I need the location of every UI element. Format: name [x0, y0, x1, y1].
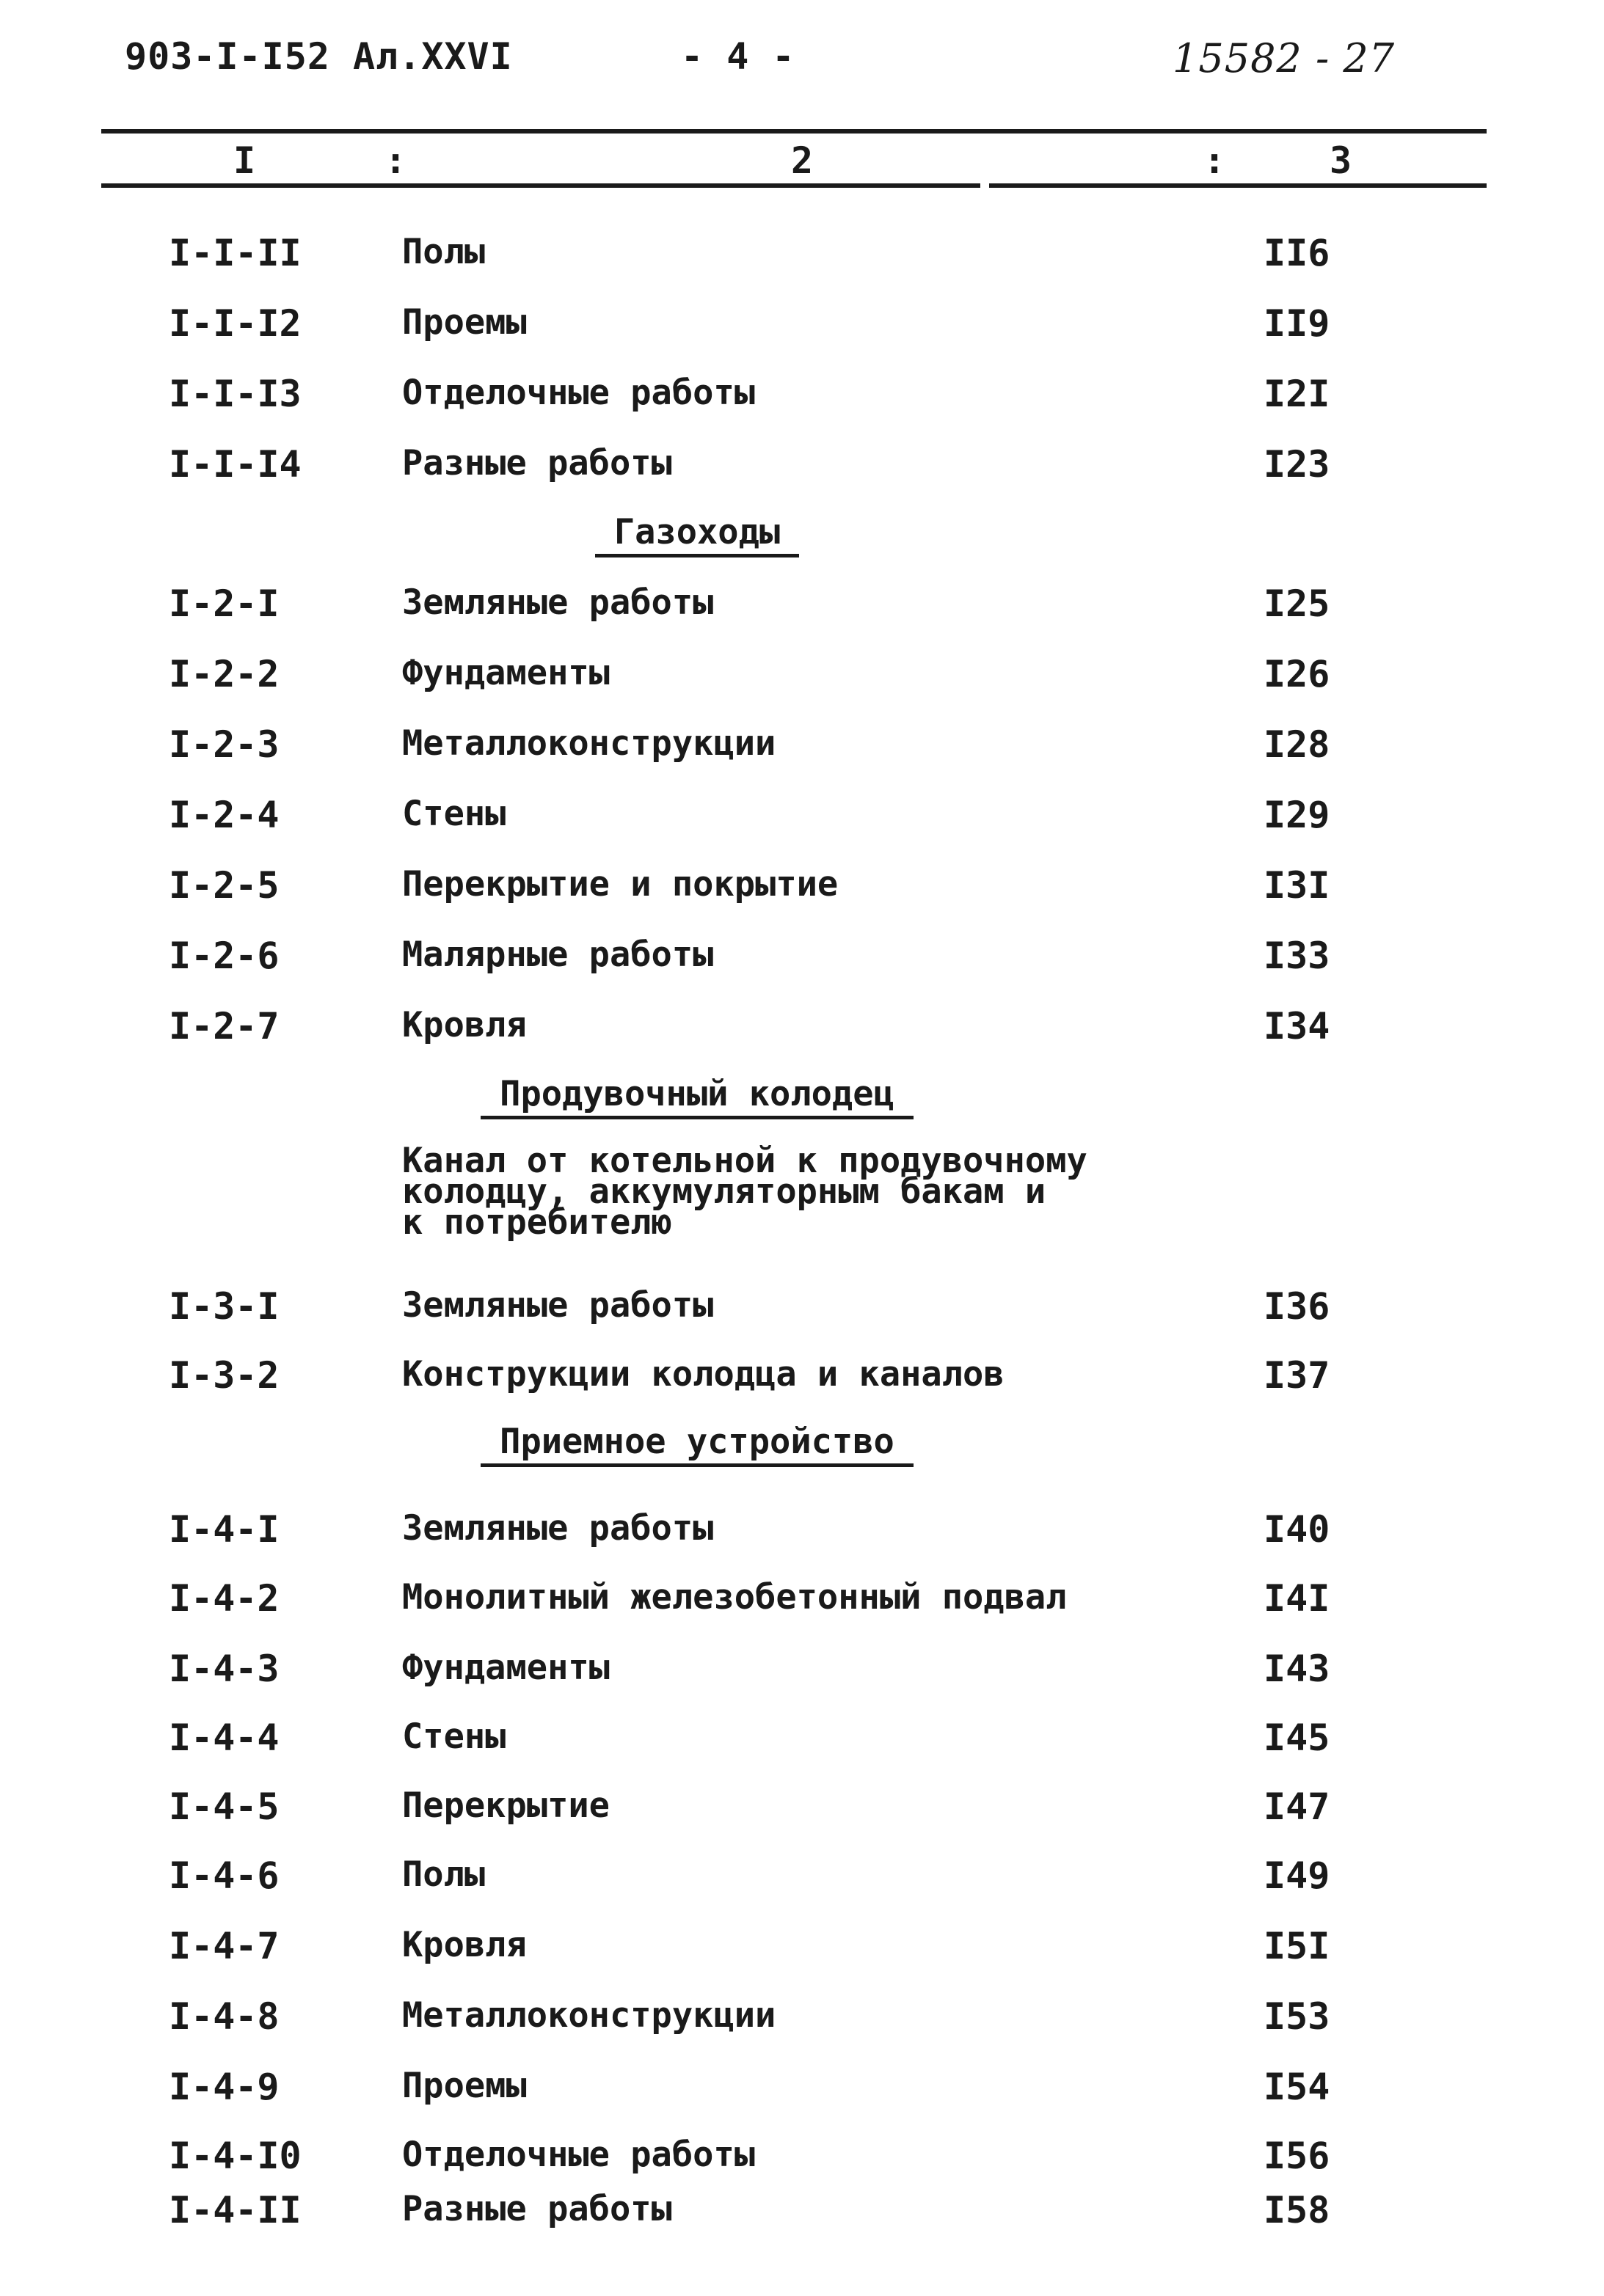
row-title: Разные работы: [402, 443, 672, 483]
page-number: - 4 -: [681, 35, 795, 78]
table-row: [0, 1354, 1604, 1398]
row-page: I2I: [1264, 373, 1330, 415]
table-row: [0, 935, 1604, 979]
row-page: I45: [1264, 1716, 1330, 1759]
row-code: I-3-I: [169, 1285, 280, 1328]
row-title: Проемы: [402, 302, 527, 343]
row-title: Отделочные работы: [402, 2135, 756, 2175]
row-code: I-2-3: [169, 723, 280, 766]
table-row: [0, 653, 1604, 697]
row-page: I4I: [1264, 1577, 1330, 1620]
row-page: I28: [1264, 723, 1330, 766]
row-title: Земляные работы: [402, 1508, 714, 1549]
row-code: I-2-7: [169, 1005, 280, 1048]
row-title: Разные работы: [402, 2189, 672, 2229]
table-row: [0, 373, 1604, 417]
section-note: [402, 1141, 1087, 1243]
table-header-rule-right: [989, 183, 1487, 188]
row-code: I-4-4: [169, 1716, 280, 1759]
table-row: [0, 2066, 1604, 2110]
note-line: колодцу, аккумуляторным бакам и: [402, 1171, 1046, 1212]
row-code: I-4-3: [169, 1648, 280, 1690]
row-code: I-I-I3: [169, 373, 302, 415]
row-page: I56: [1264, 2135, 1330, 2177]
row-page: I37: [1264, 1354, 1330, 1397]
table-row: [0, 794, 1604, 838]
table-row: [0, 1285, 1604, 1329]
row-title: Полы: [402, 1854, 486, 1895]
table-row: [0, 1648, 1604, 1692]
table-row: [0, 1854, 1604, 1898]
table-row: [0, 1925, 1604, 1969]
row-page: I47: [1264, 1785, 1330, 1828]
row-page: I3I: [1264, 864, 1330, 907]
table-row: [0, 1005, 1604, 1049]
row-title: Стены: [402, 794, 506, 834]
row-code: I-2-I: [169, 582, 280, 625]
row-title: Перекрытие и покрытие: [402, 864, 839, 904]
table-row: [0, 864, 1604, 908]
row-page: I34: [1264, 1005, 1330, 1048]
table-row: [0, 1508, 1604, 1552]
row-title: Малярные работы: [402, 935, 714, 975]
row-code: I-4-9: [169, 2066, 280, 2108]
row-page: I29: [1264, 794, 1330, 836]
row-code: I-2-6: [169, 935, 280, 977]
row-code: I-2-5: [169, 864, 280, 907]
row-title: Отделочные работы: [402, 373, 756, 413]
row-title: Стены: [402, 1716, 506, 1757]
section-heading-text: Газоходы: [595, 512, 799, 557]
sheet-number: 15582 - 27: [1173, 35, 1396, 81]
table-top-rule: [101, 129, 1487, 134]
row-title: Металлоконструкции: [402, 1995, 776, 2036]
column-separator-2: :: [1203, 139, 1226, 182]
table-row: [0, 1785, 1604, 1829]
section-heading-blowdown-well: [0, 1074, 1394, 1119]
row-page: I54: [1264, 2066, 1330, 2108]
table-row: [0, 1577, 1604, 1621]
row-title: Земляные работы: [402, 1285, 714, 1326]
row-code: I-I-I2: [169, 302, 302, 345]
row-code: I-I-I4: [169, 443, 302, 486]
row-page: I43: [1264, 1648, 1330, 1690]
row-title: Фундаменты: [402, 1648, 610, 1688]
table-row: [0, 302, 1604, 346]
row-title: Конструкции колодца и каналов: [402, 1354, 1005, 1394]
row-page: I53: [1264, 1995, 1330, 2038]
row-title: Фундаменты: [402, 653, 610, 693]
table-header-rule-left: [101, 183, 980, 188]
row-page: I26: [1264, 653, 1330, 695]
section-heading-text: Продувочный колодец: [481, 1074, 914, 1119]
table-row: [0, 723, 1604, 767]
row-page: I23: [1264, 443, 1330, 486]
table-row: [0, 1995, 1604, 2039]
row-code: I-4-I0: [169, 2135, 302, 2177]
table-row: [0, 1716, 1604, 1761]
row-code: I-4-5: [169, 1785, 280, 1828]
row-code: I-3-2: [169, 1354, 280, 1397]
table-row: [0, 2189, 1604, 2233]
row-code: I-I-II: [169, 232, 302, 274]
row-code: I-4-6: [169, 1854, 280, 1897]
note-line: к потребителю: [402, 1202, 672, 1243]
row-title: Перекрытие: [402, 1785, 610, 1826]
row-title: Металлоконструкции: [402, 723, 776, 764]
column-header-1: I: [233, 139, 256, 182]
row-page: II9: [1264, 302, 1330, 345]
row-title: Полы: [402, 232, 486, 272]
table-row: [0, 443, 1604, 487]
row-code: I-4-I: [169, 1508, 280, 1551]
column-separator-1: :: [384, 139, 407, 182]
row-title: Проемы: [402, 2066, 527, 2106]
row-code: I-4-7: [169, 1925, 280, 1967]
section-heading-text: Приемное устройство: [481, 1422, 914, 1467]
row-title: Кровля: [402, 1005, 527, 1045]
row-title: Монолитный железобетонный подвал: [402, 1577, 1067, 1617]
row-code: I-2-2: [169, 653, 280, 695]
row-page: I49: [1264, 1854, 1330, 1897]
row-page: II6: [1264, 232, 1330, 274]
row-code: I-4-2: [169, 1577, 280, 1620]
row-page: I33: [1264, 935, 1330, 977]
row-page: I58: [1264, 2189, 1330, 2231]
row-page: I40: [1264, 1508, 1330, 1551]
row-code: I-4-II: [169, 2189, 302, 2231]
table-row: [0, 582, 1604, 626]
row-title: Кровля: [402, 1925, 527, 1965]
row-page: I25: [1264, 582, 1330, 625]
row-page: I5I: [1264, 1925, 1330, 1967]
table-row: [0, 232, 1604, 276]
document-code: 903-I-I52 Ал.XXVI: [125, 35, 513, 78]
row-code: I-2-4: [169, 794, 280, 836]
note-line: Канал от котельной к продувочному: [402, 1141, 1087, 1181]
section-heading-gas-ducts: [0, 512, 1394, 557]
row-page: I36: [1264, 1285, 1330, 1328]
section-heading-intake-device: [0, 1422, 1394, 1467]
column-header-2: 2: [791, 139, 814, 182]
row-code: I-4-8: [169, 1995, 280, 2038]
column-header-3: 3: [1330, 139, 1352, 182]
row-title: Земляные работы: [402, 582, 714, 623]
table-row: [0, 2135, 1604, 2179]
